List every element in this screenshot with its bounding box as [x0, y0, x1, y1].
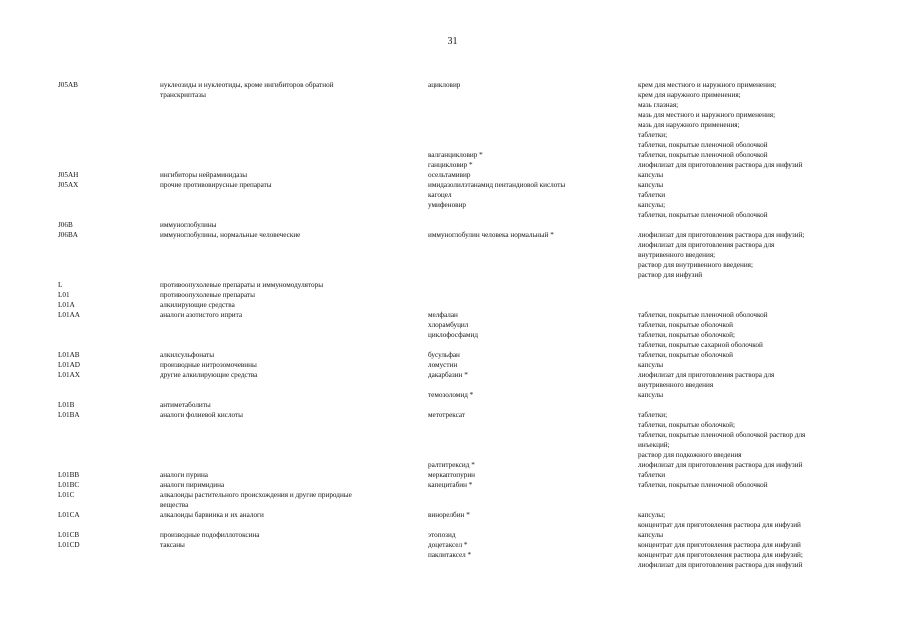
dosage-form: таблетки	[638, 471, 666, 479]
pharmacological-group: другие алкилирующие средства	[160, 371, 258, 379]
dosage-form: капсулы	[638, 391, 664, 399]
table-row	[0, 80, 905, 90]
atc-code: L01AB	[58, 351, 80, 359]
dosage-form: таблетки, покрытые оболочкой	[638, 321, 733, 329]
pharmacological-group: аналоги пурина	[160, 471, 208, 479]
table-row	[0, 500, 905, 510]
table-row	[0, 480, 905, 490]
table-row	[0, 130, 905, 140]
drug-name: паклитаксел *	[428, 551, 472, 559]
drug-name: темозоломид *	[428, 391, 474, 399]
table-row	[0, 400, 905, 410]
atc-code: L01AX	[58, 371, 80, 379]
pharmacological-group: антиметаболиты	[160, 401, 211, 409]
dosage-form: таблетки;	[638, 131, 668, 139]
drug-name: метотрексат	[428, 411, 466, 419]
dosage-form: таблетки	[638, 191, 666, 199]
drug-name: меркаптопурин	[428, 471, 476, 479]
dosage-form: капсулы;	[638, 201, 666, 209]
pharmacological-group: алкилирующие средства	[160, 301, 235, 309]
dosage-form: таблетки, покрытые пленочной оболочкой	[638, 211, 768, 219]
table-row	[0, 370, 905, 380]
drug-name: доцетаксел *	[428, 541, 468, 549]
atc-code: L01AD	[58, 361, 80, 369]
table-row	[0, 360, 905, 370]
drug-name: иммуноглобулин человека нормальный *	[428, 231, 554, 239]
atc-code: L01C	[58, 491, 75, 499]
table-row	[0, 290, 905, 300]
dosage-form: таблетки, покрытые оболочкой	[638, 351, 733, 359]
table-row	[0, 160, 905, 170]
drug-name: бусульфан	[428, 351, 460, 359]
pharmacological-group: аналоги азотистого иприта	[160, 311, 243, 319]
atc-code: L01	[58, 291, 70, 299]
dosage-form: лиофилизат для приготовления раствора для инфузий	[638, 461, 803, 469]
atc-code: L01BA	[58, 411, 80, 419]
dosage-form: таблетки, покрытые оболочкой;	[638, 421, 735, 429]
table-row	[0, 110, 905, 120]
table-row	[0, 350, 905, 360]
table-row	[0, 550, 905, 560]
dosage-form: таблетки, покрытые пленочной оболочкой	[638, 481, 768, 489]
dosage-form: капсулы	[638, 171, 664, 179]
atc-code: J05AB	[58, 81, 78, 89]
dosage-form: лиофилизат для приготовления раствора для	[638, 241, 775, 249]
dosage-form: таблетки, покрытые сахарной оболочкой	[638, 341, 763, 349]
atc-code: L01A	[58, 301, 75, 309]
dosage-form: таблетки;	[638, 411, 668, 419]
drug-name: имидазолилэтанамид пентандиовой кислоты	[428, 181, 566, 189]
page-number: 31	[447, 36, 458, 47]
table-row	[0, 380, 905, 390]
atc-code: L01CD	[58, 541, 80, 549]
dosage-form: мазь глазная;	[638, 101, 679, 109]
dosage-form: капсулы	[638, 181, 664, 189]
table-row	[0, 540, 905, 550]
table-row	[0, 270, 905, 280]
dosage-form: капсулы	[638, 361, 664, 369]
dosage-form: таблетки, покрытые пленочной оболочкой	[638, 311, 768, 319]
table-row	[0, 260, 905, 270]
table-row	[0, 230, 905, 240]
dosage-form: лиофилизат для приготовления раствора для	[638, 371, 775, 379]
atc-code: J05AH	[58, 171, 79, 179]
drug-name: ралтитрексид *	[428, 461, 475, 469]
pharmacological-group: транскриптазы	[160, 91, 206, 99]
dosage-form: инъекций;	[638, 441, 670, 449]
dosage-form: мазь для местного и наружного применения;	[638, 111, 776, 119]
pharmacological-group: иммуноглобулины, нормальные человеческие	[160, 231, 301, 239]
table-row	[0, 390, 905, 400]
dosage-form: раствор для инфузий	[638, 271, 703, 279]
dosage-form: мазь для наружного применения;	[638, 121, 740, 129]
dosage-form: внутривенного введения	[638, 381, 714, 389]
dosage-form: концентрат для приготовления раствора для инфузий;	[638, 551, 803, 559]
pharmacological-group: прочие противовирусные препараты	[160, 181, 272, 189]
pharmacological-group: аналоги фолиевой кислоты	[160, 411, 244, 419]
table-row	[0, 460, 905, 470]
pharmacological-group: иммуноглобулины	[160, 221, 217, 229]
dosage-form: таблетки, покрытые оболочкой;	[638, 331, 735, 339]
pharmacological-group: противоопухолевые препараты	[160, 291, 255, 299]
dosage-form: лиофилизат для приготовления раствора для инфузий;	[638, 231, 805, 239]
table-row	[0, 410, 905, 420]
atc-code: J05AX	[58, 181, 79, 189]
atc-code: L01B	[58, 401, 75, 409]
table-row	[0, 120, 905, 130]
table-row	[0, 210, 905, 220]
drug-name: винорелбин *	[428, 511, 470, 519]
table-row	[0, 340, 905, 350]
drug-name: осельтамивир	[428, 171, 471, 179]
drug-name: хлорамбуцил	[428, 321, 469, 329]
pharmacological-group: алкилсульфонаты	[160, 351, 215, 359]
table-row	[0, 90, 905, 100]
table-row	[0, 170, 905, 180]
atc-code: L01CB	[58, 531, 80, 539]
dosage-form: лиофилизат для приготовления раствора для инфузий	[638, 561, 803, 569]
table-row	[0, 180, 905, 190]
dosage-form: крем для наружного применения;	[638, 91, 741, 99]
pharmacological-group: алкалоиды растительного происхождения и другие природные	[160, 491, 352, 499]
pharmacological-group: производные нитрозомочевины	[160, 361, 257, 369]
dosage-form: лиофилизат для приготовления раствора для инфузий	[638, 161, 803, 169]
table-row	[0, 220, 905, 230]
pharmacological-group: ингибиторы нейраминидазы	[160, 171, 248, 179]
table-row	[0, 100, 905, 110]
dosage-form: капсулы	[638, 531, 664, 539]
drug-table	[0, 80, 905, 570]
table-row	[0, 190, 905, 200]
drug-name: ломустин	[428, 361, 458, 369]
atc-code: L01BB	[58, 471, 80, 479]
dosage-form: раствор для внутривенного введения;	[638, 261, 753, 269]
table-row	[0, 470, 905, 480]
table-row	[0, 140, 905, 150]
drug-name: капецитабин *	[428, 481, 473, 489]
table-row	[0, 330, 905, 340]
drug-name: этопозид	[428, 531, 456, 539]
drug-name: дакарбазин *	[428, 371, 468, 379]
table-row	[0, 510, 905, 520]
pharmacological-group: алкалоиды барвинка и их аналоги	[160, 511, 264, 519]
table-row	[0, 420, 905, 430]
dosage-form: концентрат для приготовления раствора для инфузий	[638, 541, 801, 549]
pharmacological-group: противоопухолевые препараты и иммуномодуляторы	[160, 281, 324, 289]
atc-code: L01CA	[58, 511, 80, 519]
table-row	[0, 310, 905, 320]
atc-code: L01BC	[58, 481, 80, 489]
table-row	[0, 520, 905, 530]
drug-name: циклофосфамид	[428, 331, 478, 339]
drug-name: ацикловир	[428, 81, 461, 89]
dosage-form: таблетки, покрытые пленочной оболочкой	[638, 151, 768, 159]
table-row	[0, 560, 905, 570]
atc-code: L01AA	[58, 311, 80, 319]
pharmacological-group: нуклеозиды и нуклеотиды, кроме ингибиторов обратной	[160, 81, 334, 89]
dosage-form: капсулы;	[638, 511, 666, 519]
table-row	[0, 490, 905, 500]
dosage-form: таблетки, покрытые пленочной оболочкой	[638, 141, 768, 149]
drug-name: валганцикловир *	[428, 151, 483, 159]
pharmacological-group: таксаны	[160, 541, 185, 549]
atc-code: L	[58, 281, 63, 289]
dosage-form: таблетки, покрытые пленочной оболочкой раствор для	[638, 431, 806, 439]
pharmacological-group: вещества	[160, 501, 189, 509]
drug-name: мелфалан	[428, 311, 458, 319]
atc-code: J06BA	[58, 231, 78, 239]
atc-code: J06B	[58, 221, 73, 229]
drug-name: умифеновир	[428, 201, 467, 209]
drug-name: ганцикловир *	[428, 161, 473, 169]
table-row	[0, 430, 905, 440]
table-row	[0, 320, 905, 330]
table-row	[0, 450, 905, 460]
table-row	[0, 300, 905, 310]
table-row	[0, 200, 905, 210]
dosage-form: крем для местного и наружного применения;	[638, 81, 777, 89]
table-row	[0, 150, 905, 160]
drug-name: кагоцел	[428, 191, 452, 199]
table-row	[0, 440, 905, 450]
pharmacological-group: аналоги пиримидина	[160, 481, 225, 489]
dosage-form: концентрат для приготовления раствора для инфузий	[638, 521, 801, 529]
table-row	[0, 250, 905, 260]
table-row	[0, 530, 905, 540]
pharmacological-group: производные подофиллотоксина	[160, 531, 260, 539]
table-row	[0, 240, 905, 250]
dosage-form: внутривенного введения;	[638, 251, 716, 259]
table-row	[0, 280, 905, 290]
dosage-form: раствор для подкожного введения	[638, 451, 742, 459]
